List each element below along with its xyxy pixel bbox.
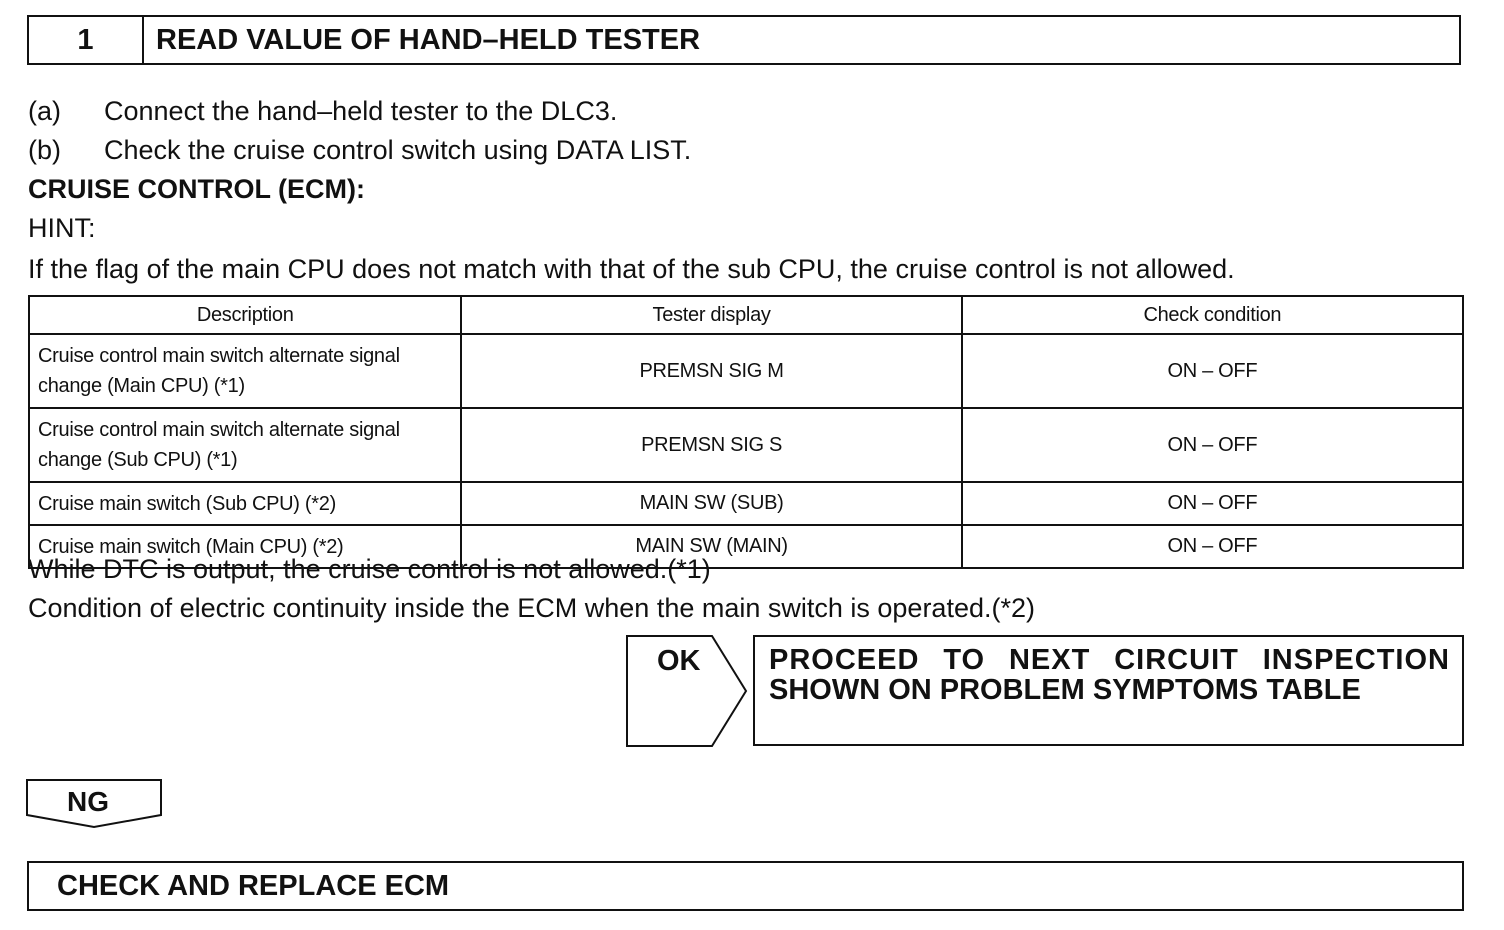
table-row	[29, 482, 1463, 525]
hint-label: HINT:	[28, 213, 96, 243]
cell-tester-display: MAIN SW (SUB)	[461, 482, 961, 525]
instruction-a-text: Connect the hand–held tester to the DLC3.	[104, 96, 618, 126]
ok-label: OK	[657, 645, 701, 677]
ok-result-word: PROCEED	[769, 644, 920, 676]
note-1: While DTC is output, the cruise control is not allowed.(*1)	[28, 554, 711, 584]
ok-result-box	[753, 635, 1464, 746]
description-line: Cruise control main switch alternate signal	[38, 345, 400, 367]
ok-result-word: CIRCUIT	[1114, 644, 1239, 676]
description-line: change (Main CPU) (*1)	[38, 375, 245, 397]
ok-result-word: INSPECTION	[1262, 644, 1450, 676]
cell-check-condition: ON – OFF	[962, 482, 1463, 525]
description-line: change (Sub CPU) (*1)	[38, 449, 238, 471]
instruction-b	[28, 134, 691, 166]
cell-check-condition: ON – OFF	[962, 334, 1463, 408]
ng-label: NG	[67, 786, 109, 817]
table-row	[29, 408, 1463, 482]
cell-check-condition: ON – OFF	[962, 408, 1463, 482]
table-header-row	[29, 296, 1463, 334]
cell-tester-display: PREMSN SIG M	[461, 334, 961, 408]
header-check-condition: Check condition	[962, 296, 1463, 334]
step-number: 1	[29, 17, 144, 63]
cell-description: Cruise main switch (Main CPU) (*2)	[29, 525, 461, 568]
instruction-b-label: (b)	[28, 135, 61, 165]
step-title: READ VALUE OF HAND–HELD TESTER	[156, 23, 701, 56]
description-line: Cruise control main switch alternate signal	[38, 419, 400, 441]
cell-description	[29, 408, 461, 482]
ng-action-box: CHECK AND REPLACE ECM	[27, 861, 1464, 911]
ok-result-word: TO	[943, 644, 986, 676]
cell-description: Cruise main switch (Sub CPU) (*2)	[29, 482, 461, 525]
section-heading: CRUISE CONTROL (ECM):	[28, 174, 365, 204]
header-description: Description	[29, 296, 461, 334]
instruction-a-label: (a)	[28, 96, 61, 126]
note-2: Condition of electric continuity inside the ECM when the main switch is operated.(*2)	[28, 593, 1035, 623]
instruction-b-text: Check the cruise control switch using DATA LIST.	[104, 135, 692, 165]
ok-result-word: NEXT	[1008, 644, 1091, 676]
cell-tester-display: MAIN SW (MAIN)	[461, 525, 961, 568]
step-header	[27, 15, 1461, 65]
ok-result-line-2: SHOWN ON PROBLEM SYMPTOMS TABLE	[769, 674, 1361, 706]
data-list-table	[28, 295, 1464, 569]
cell-tester-display: PREMSN SIG S	[461, 408, 961, 482]
cell-check-condition: ON – OFF	[962, 525, 1463, 568]
instruction-a	[28, 95, 617, 127]
cell-description	[29, 334, 461, 408]
header-tester-display: Tester display	[461, 296, 961, 334]
ok-result-line-1	[769, 645, 1450, 675]
table-row	[29, 334, 1463, 408]
hint-text: If the flag of the main CPU does not match with that of the sub CPU, the cruise control is not allowed.	[28, 254, 1235, 284]
